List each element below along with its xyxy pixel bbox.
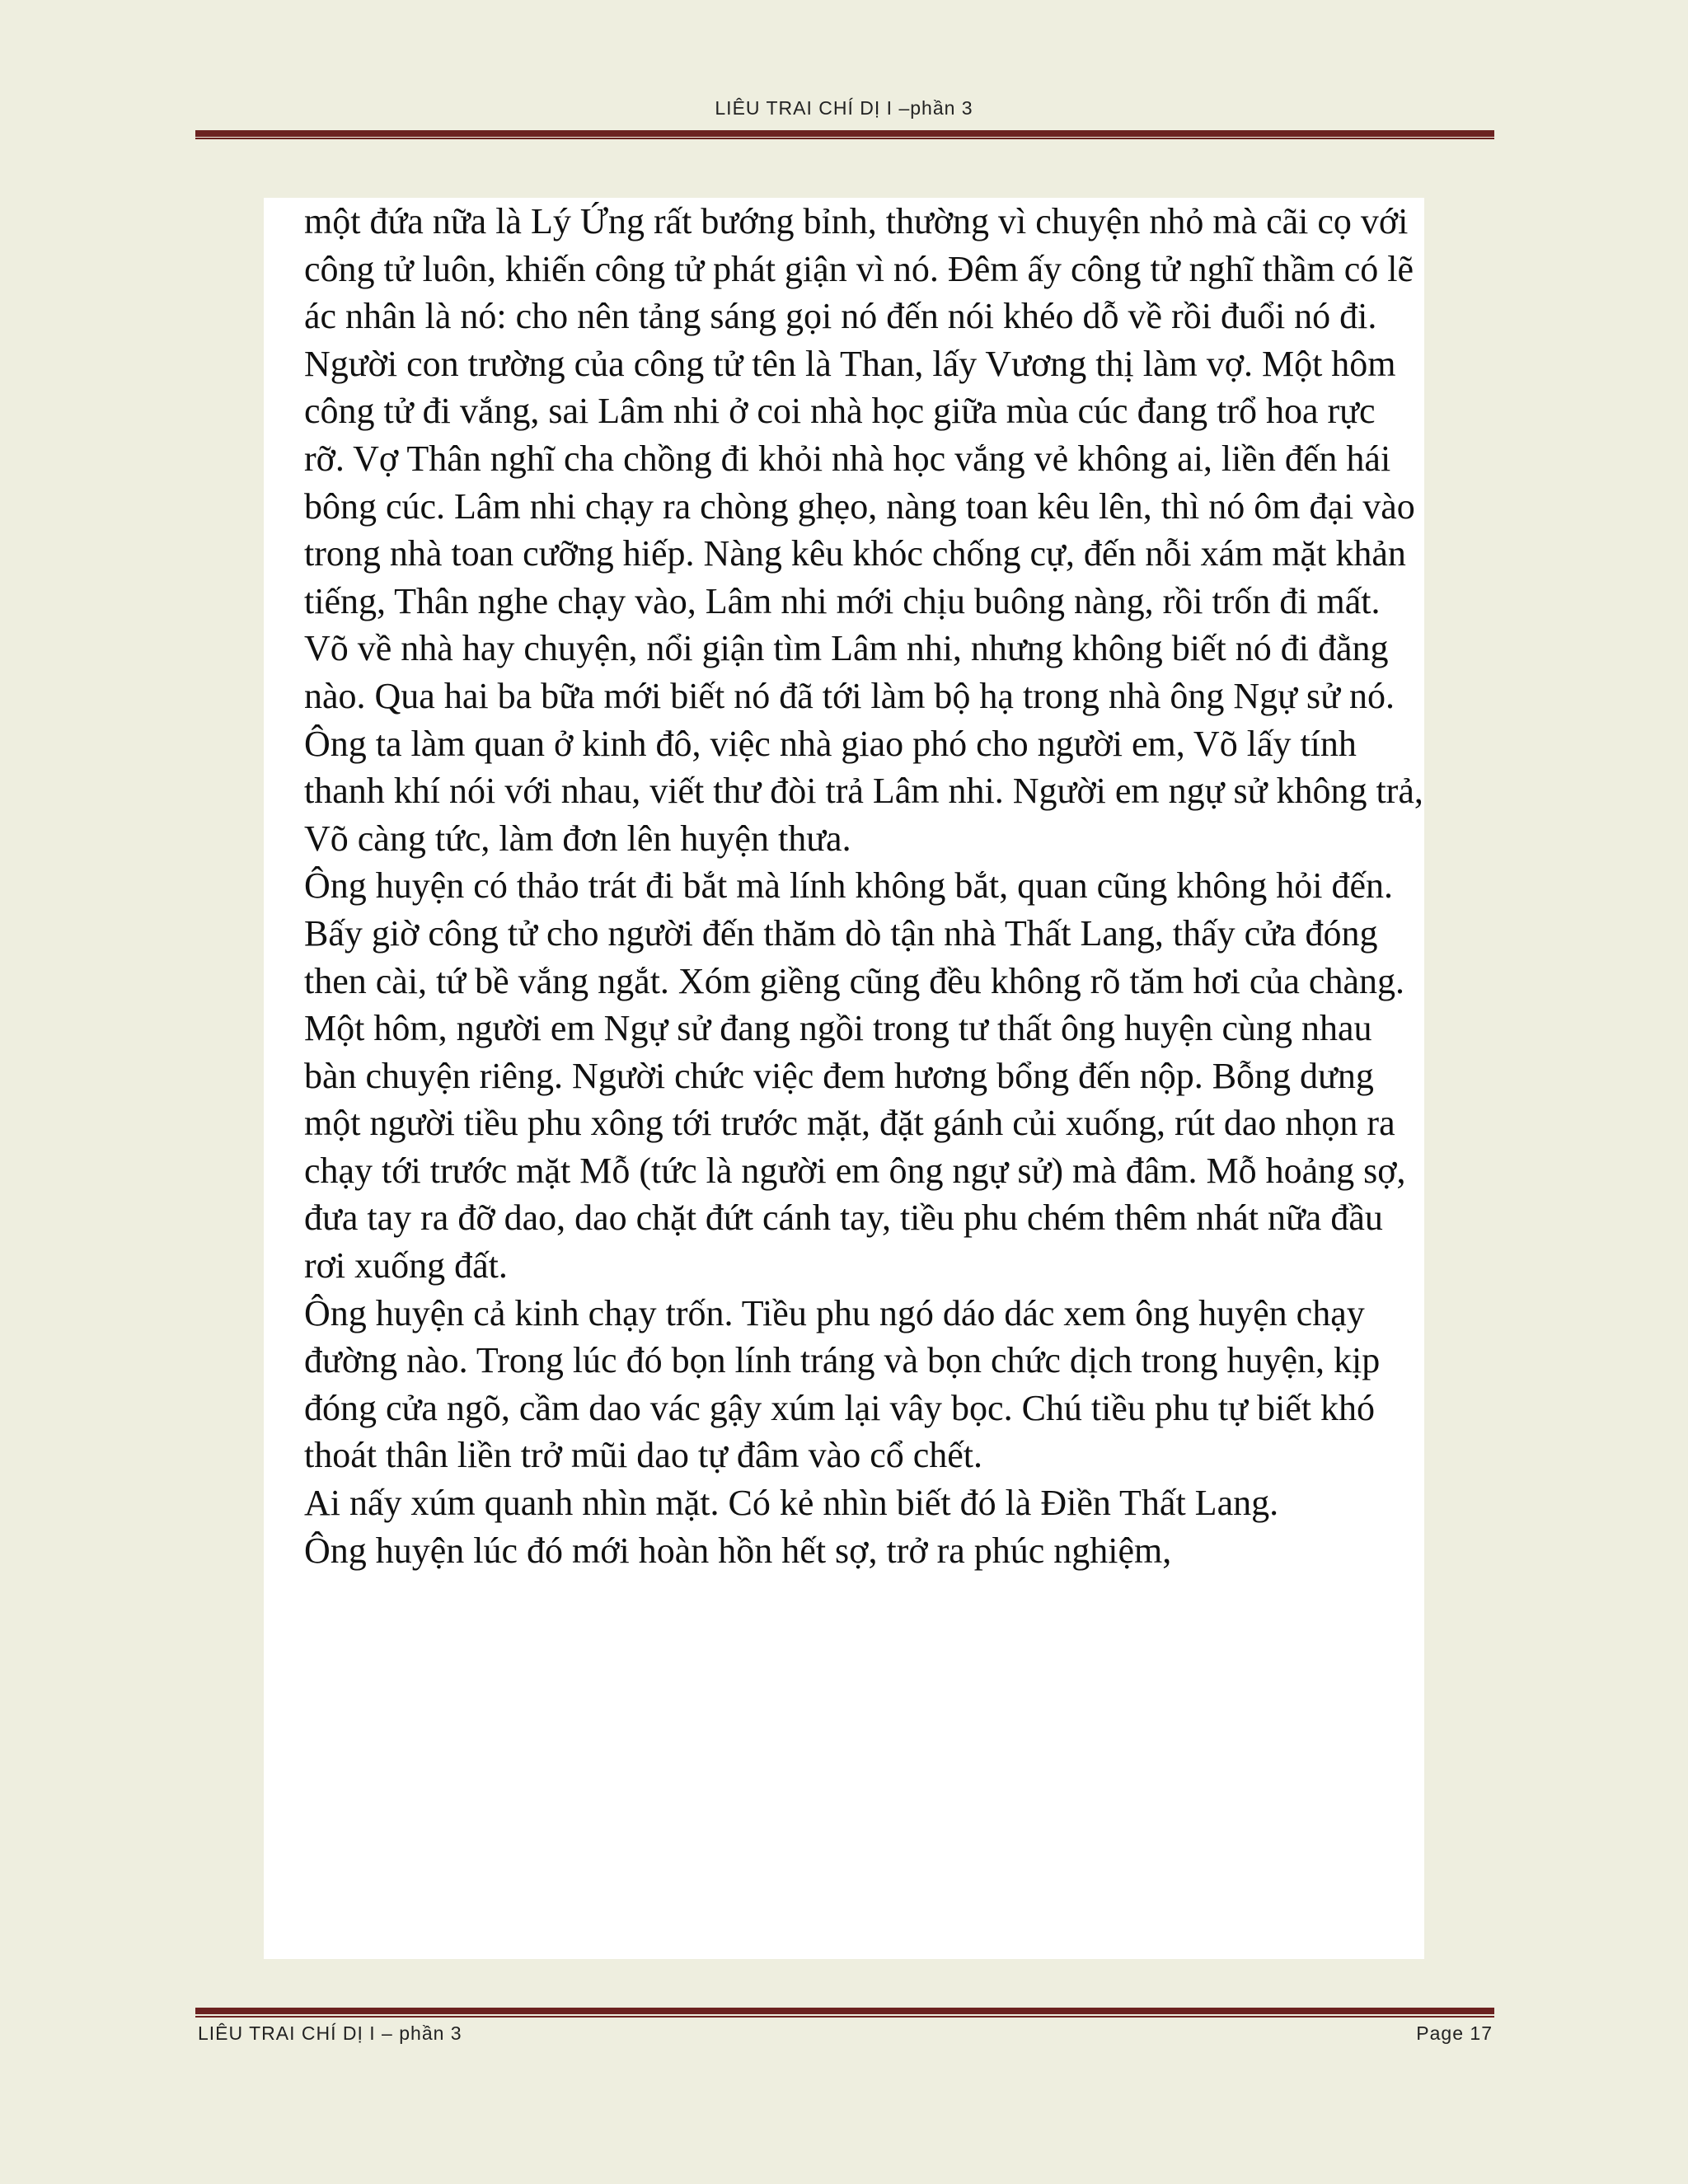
footer-title: LIÊU TRAI CHÍ DỊ I – phần 3 [198,2022,462,2044]
paragraph: Ông huyện cả kinh chạy trốn. Tiều phu ngó dáo dác xem ông huyện chạy đường nào. Trong lúc đó bọn lính tráng và bọn chức dịch trong huyện, kịp đóng cửa ngõ, cầm dao vác gậy xúm lại vây bọc. Chú tiều phu tự biết khó thoát thân liền trở mũi dao tự đâm vào cổ chết. [304,1292,1381,1476]
footer-rule-thin [195,2016,1494,2018]
page-header-title: LIÊU TRAI CHÍ DỊ I –phần 3 [715,97,973,119]
paragraph: Ông huyện có thảo trát đi bắt mà lính không bắt, quan cũng không hỏi đến. Bấy giờ công tử cho người đến thăm dò tận nhà Thất Lang, thấy cửa đóng then cài, tứ bề vắng ngắt. Xóm giềng cũng đều không rõ tăm hơi của chàng. [304,865,1404,1001]
paragraph: Võ về nhà hay chuyện, nổi giận tìm Lâm nhi, nhưng không biết nó đi đằng nào. Qua hai ba bữa mới biết nó đã tới làm bộ hạ trong nhà ông Ngự sử nó. Ông ta làm quan ở kinh đô, việc nhà giao phó cho người em, Võ lấy tính thanh khí nói với nhau, viết thư đòi trả Lâm nhi. Người em ngự sử không trả, Võ càng tức, làm đơn lên huyện thưa. [304,628,1423,859]
header-rule-thick [195,130,1494,137]
header-rule-thin [195,138,1494,139]
text-content-box [264,198,1424,1959]
paragraph: Ai nấy xúm quanh nhìn mặt. Có kẻ nhìn biết đó là Điền Thất Lang. [304,1483,1279,1524]
paragraph: một đứa nữa là Lý Ứng rất bướng bỉnh, thường vì chuyện nhỏ mà cãi cọ với công tử luôn, khiến công tử phát giận vì nó. Đêm ấy công tử nghĩ thầm có lẽ ác nhân là nó: cho nên tảng sáng gọi nó đến nói khéo dỗ về rồi đuổi nó đi. [304,201,1414,337]
footer-rule-thick [195,2008,1494,2014]
paragraph: Người con trường của công tử tên là Than, lấy Vương thị làm vợ. Một hôm công tử đi vắng, sai Lâm nhi ở coi nhà học giữa mùa cúc đang trổ hoa rực rỡ. Vợ Thân nghĩ cha chồng đi khỏi nhà học vắng vẻ không ai, liền đến hái bông cúc. Lâm nhi chạy ra chòng ghẹo, nàng toan kêu lên, thì nó ôm đại vào trong nhà toan cưỡng hiếp. Nàng kêu khóc chống cự, đến nỗi xám mặt khản tiếng, Thân nghe chạy vào, Lâm nhi mới chịu buông nàng, rồi trốn đi mất. [304,343,1415,621]
body-text [304,198,1424,1574]
page-number: Page 17 [1416,2022,1493,2044]
paragraph: Ông huyện lúc đó mới hoàn hồn hết sợ, trở ra phúc nghiệm, [304,1530,1172,1571]
paragraph: Một hôm, người em Ngự sử đang ngồi trong tư thất ông huyện cùng nhau bàn chuyện riêng. Người chức việc đem hương bổng đến nộp. Bỗng dưng một người tiều phu xông tới trước mặt, đặt gánh củi xuống, rút dao nhọn ra chạy tới trước mặt Mỗ (tức là người em ông ngự sử) mà đâm. Mỗ hoảng sợ, đưa tay ra đỡ dao, dao chặt đứt cánh tay, tiều phu chém thêm nhát nữa đầu rơi xuống đất. [304,1008,1406,1286]
